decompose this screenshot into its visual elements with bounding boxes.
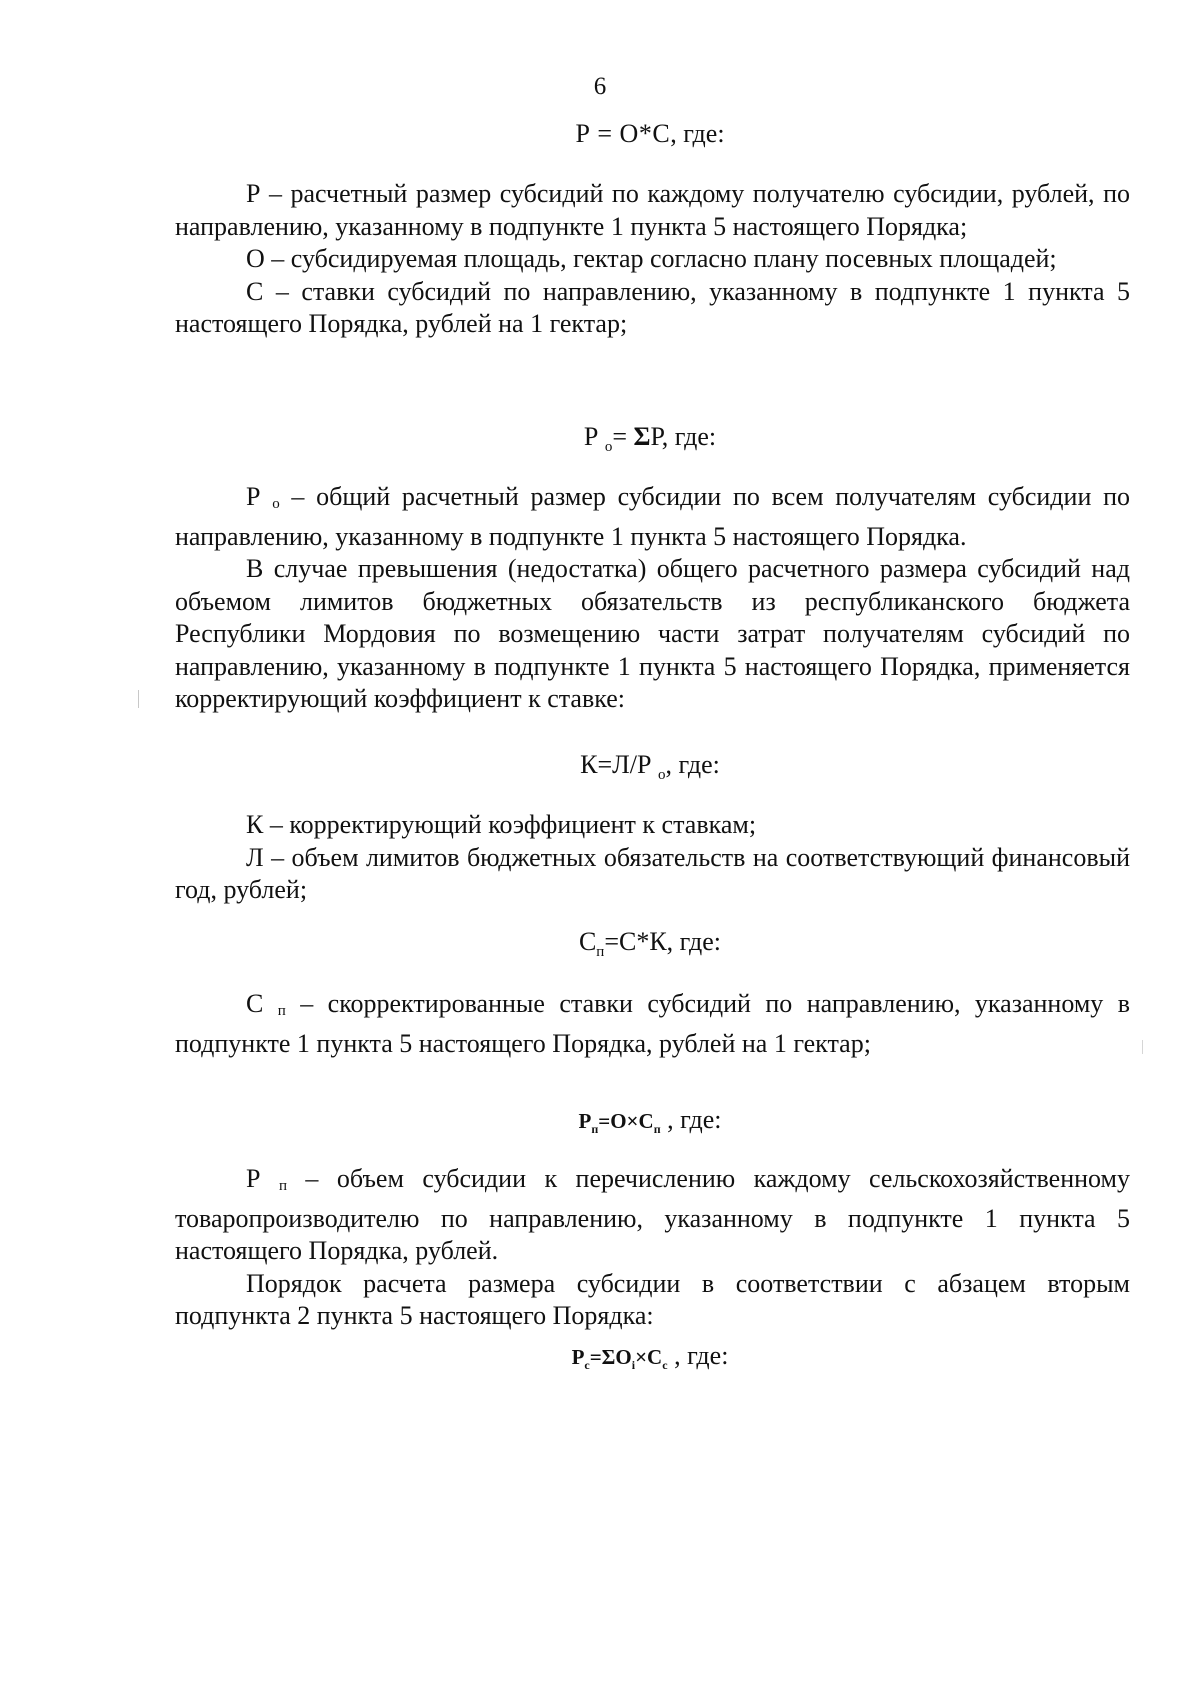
formula-suffix: , где: [661,422,717,451]
definition-p-transfer [175,1163,1130,1268]
formula-suffix: , где: [666,927,722,956]
symbol-p: Р [246,1164,261,1193]
paragraph-calculation-order: Порядок расчета размера субсидии в соответствии с абзацем вторым подпункта 2 пункта 5 настоящего Порядка: [175,1268,1130,1330]
formula-p-total-sum [0,421,1200,456]
symbol-o-subscript: i [631,1358,636,1373]
definition-p-total [175,481,1130,553]
page-number: 6 [593,73,607,100]
symbol-p-subscript: о [272,496,280,512]
formula-rhs: =С*К [604,927,667,956]
formula-k-coefficient [0,749,1200,784]
definition-text: – скорректированные ставки субсидий по направлению, указанному в подпункте 1 пункта 5 настоящего Порядка, рублей на 1 гектар; [175,989,1131,1058]
symbol-p: Р [246,482,261,511]
symbol-p-subscript: с [584,1358,590,1373]
formula-lhs-subscript: п [596,944,605,961]
formula-equals: = [612,422,628,451]
definition-text: – объем субсидии к перечислению каждому сельскохозяйственному товаропроизводителю по направлению, указанному в подпункте 1 пункта 5 настоящего Порядка, рублей. [175,1164,1130,1265]
formula-middle: =ΣО [589,1345,632,1369]
formula-math [578,1109,661,1137]
formula-expression: Р = О*С [575,119,671,148]
definition-c-adjusted [175,988,1130,1060]
symbol-c-subscript: с [662,1358,668,1373]
definition-p: Р – расчетный размер субсидий по каждому получателю субсидии, рублей, по направлению, указанному в подпункте 1 пункта 5 настоящего Порядка; [175,179,1130,241]
definition-k: К – корректирующий коэффициент к ставкам; [246,810,757,839]
symbol-p: Р [578,1109,592,1133]
symbol-c: С [246,989,264,1018]
formula-times: ×С [635,1345,663,1369]
definitions-block-2 [175,481,1130,716]
paragraph-correction-coefficient: В случае превышения (недостатка) общего расчетного размера субсидий над объемом лимитов бюджетных обязательств из республиканского бюджета Республики Мордовия по возмещению части затрат получателям субсидий по направлению, указанному в подпункте 1 пункта 5 настоящего Порядка, применяется корректирующий коэффициент к ставке: [175,554,1130,713]
formula-c-adjusted [0,926,1200,961]
formula-lhs-subscript: о [604,439,613,456]
symbol-p: Р [571,1345,585,1369]
definition-text: – общий расчетный размер субсидии по всем получателям субсидии по направлению, указанному в подпункте 1 пункта 5 настоящего Порядка. [175,482,1130,551]
formula-suffix: , где: [670,119,725,148]
formula-p-sum-o-times-c [0,1340,1200,1373]
formula-p-transfer [0,1104,1200,1137]
definition-c: С – ставки субсидий по направлению, указанному в подпункте 1 пункта 5 настоящего Порядка, рублей на 1 гектар; [175,276,1130,338]
symbol-p-subscript: п [591,1122,599,1137]
scan-artifact [138,690,139,708]
formula-subscript: о [657,767,666,784]
formula-p-equals-o-times-c [0,118,1200,150]
definitions-block-1 [175,178,1130,341]
definition-o: О – субсидируемая площадь, гектар согласно плану посевных площадей; [246,244,1057,273]
formula-lhs: С [578,927,597,956]
formula-expression: К=Л/Р [580,750,652,779]
formula-math [571,1345,668,1373]
scan-artifact [1142,1040,1143,1054]
symbol-c-subscript: п [653,1122,661,1137]
definitions-block-4 [175,988,1130,1060]
formula-suffix: , где: [665,750,720,779]
formula-middle: =О×С [598,1109,654,1133]
definitions-block-5 [175,1163,1130,1333]
definition-l: Л – объем лимитов бюджетных обязательств на соответствующий финансовый год, рублей; [175,842,1130,904]
formula-rhs: Р [650,422,662,451]
symbol-c-subscript: п [277,1003,286,1019]
definitions-block-3 [175,809,1130,907]
formula-suffix: , где: [660,1105,722,1134]
sigma-symbol: Σ [633,422,651,451]
formula-suffix: , где: [667,1341,729,1370]
symbol-p-subscript: п [278,1178,287,1194]
formula-lhs: Р [583,422,599,451]
